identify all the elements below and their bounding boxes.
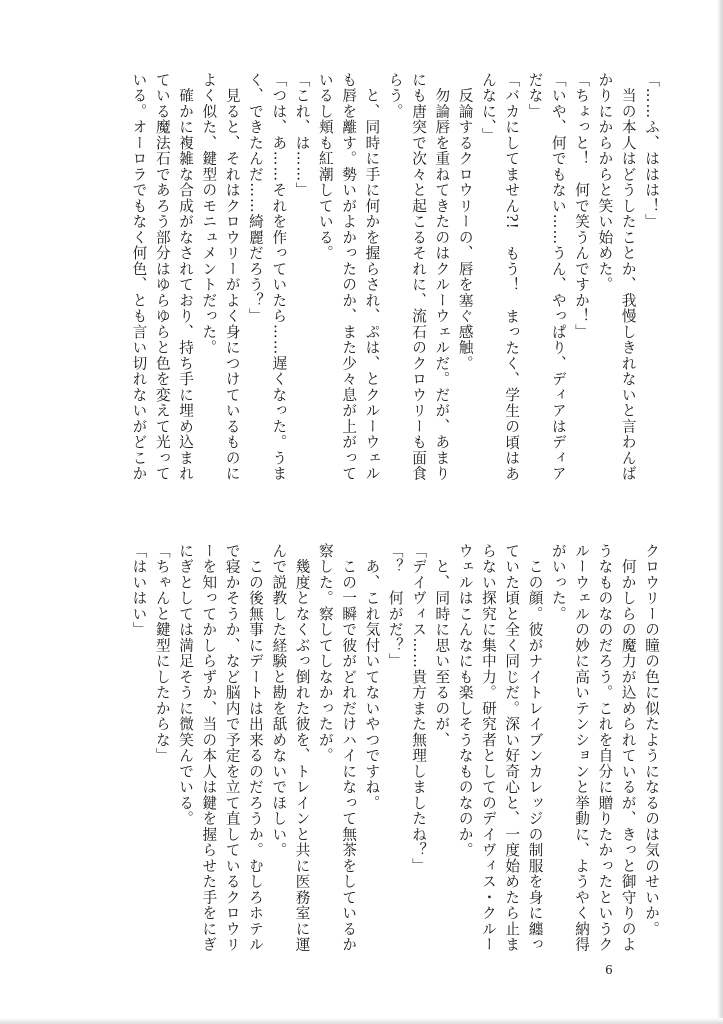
text-line: この一瞬で彼がどれだけハイになって無茶をしているか — [340, 543, 358, 953]
text-line: んなに、」 — [479, 72, 497, 144]
text-line: 察した。察してしなかったが。 — [316, 543, 334, 764]
text-line: で寝かそうか、など脳内で予定を立て直しているクロウリ — [223, 543, 241, 953]
text-line: ていた頃と全く同じだ。深い好奇心と、一度始めたら止ま — [503, 543, 521, 953]
text-line: と、同時に手に何かを握らされ、ぷは、とクルーウェル — [363, 72, 381, 482]
text-line: かりにからからと笑い始めた。 — [596, 72, 614, 293]
page-number: 6 — [605, 963, 613, 977]
text-line: ーを知ってかしらずか、当の本人は鍵を握らせた手をにぎ — [200, 543, 218, 953]
text-line: クロウリーの瞳の色に似たようになるのは気のせいか。 — [643, 543, 660, 937]
text-line: がいった。 — [549, 543, 567, 622]
text-line: 勿論唇を重ねてきたのはクルーウェルだ。だが、あまり — [433, 72, 451, 482]
text-line: にも唐突で次々と起こるそれに、流石のクロウリーも面食 — [410, 72, 428, 482]
text-line: にぎとしては満足そうに微笑んでいる。 — [177, 543, 195, 827]
text-line: ウェルはこんなにも楽しそうなものなのか。 — [456, 543, 474, 858]
text-line: ている魔法石であろう部分はゆらゆらと色を変えて光って — [153, 72, 171, 482]
text-line: 「いや、何でもない……うん、やっぱり、ディアはディア — [549, 72, 567, 482]
text-line: んで説教した経験と勘を舐めないでほしい。 — [270, 543, 288, 858]
text-line: うなものなのだろう。これを自分に贈りたかったというク — [596, 543, 614, 953]
top-text-block — [105, 72, 663, 502]
text-line: も唇を離す。勢いがよかったのか、また少々息が上がって — [340, 72, 358, 482]
text-line: 確かに複雑な合成がなされており、持ち手に埋め込まれ — [177, 72, 195, 482]
text-line: く、できたんだ……綺麗だろう？」 — [246, 72, 264, 324]
text-line: この後無事にデートは出来るのだろうか。むしろホテル — [246, 543, 264, 953]
text-line: 「ちゃんと鍵型にしたからな」 — [153, 543, 171, 764]
text-line: 「バカにしてません?! もう！ まったく、学生の頃はあ — [503, 72, 521, 482]
text-line: 見ると、それはクロウリーがよく身につけているものに — [223, 72, 241, 482]
text-line: 「？ 何がだ？」 — [386, 543, 404, 669]
text-line: 「……ふ、ははは！」 — [643, 72, 660, 230]
page-edge-shadow-right — [717, 0, 723, 1024]
text-line: 「デイヴィス……貴方また無理しましたね？」 — [410, 543, 428, 874]
text-line: 「つは、あ……それを作っていたら……遅くなった。うま — [270, 72, 288, 482]
text-line: 反論するクロウリーの、唇を塞ぐ感触。 — [456, 72, 474, 372]
text-line: らない探究に集中力。研究者としてのデイヴィス・クルー — [479, 543, 497, 953]
text-line: 「はいはい」 — [130, 543, 148, 638]
text-line: 当の本人はどうしたことか、我慢しきれないと言わんば — [619, 72, 637, 482]
text-line: 「ちょっと！ 何で笑うんですか！」 — [573, 72, 591, 340]
text-line: 「これ、は……」 — [293, 72, 311, 198]
text-line: だな」 — [526, 72, 544, 120]
text-line: ルーウェルの妙に高いテンションと挙動に、ようやく納得 — [573, 543, 591, 953]
bottom-text-block — [130, 543, 663, 953]
text-line: この顔。彼がナイトレイブンカレッジの制服を身に纏っ — [526, 543, 544, 953]
text-line: と、同時に思い至るのが、 — [433, 543, 451, 748]
text-line: あ、これ気付いてないやつですね。 — [363, 543, 381, 811]
page-edge-shadow-bottom — [0, 1018, 723, 1024]
text-line: いるし頬も紅潮している。 — [316, 72, 334, 261]
text-line: 何かしらの魔力が込められているが、きっと御守りのよ — [619, 543, 637, 953]
text-line: 幾度となくぶっ倒れた彼を、トレインと共に医務室に運 — [293, 543, 311, 953]
text-line: よく似た、鍵型のモニュメントだった。 — [200, 72, 218, 356]
text-line: らう。 — [386, 72, 404, 120]
text-line: いる。オーロラでもなく何色、とも言い切れないがどこか — [130, 72, 148, 482]
